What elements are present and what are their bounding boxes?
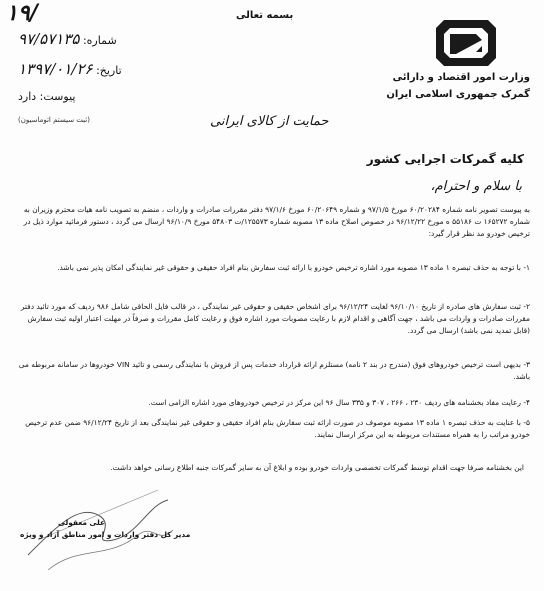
item-number: ۲- (523, 302, 530, 311)
addressee: کلیه گمرکات اجرایی کشور (366, 152, 524, 166)
item-text: با عنایت به حذف تبصره ۱ ماده ۱۳ مصوبه موصوف در صورت ارائه ثبت سفارش بنام افراد حقیقی و حقوقی غیر نمایندگی بعد از تاریخ ۹۶/۱۲/۲۴ ضمن عدم ترخیص خودرو مراتب را به همراه مستندات مربوطه به این مرکز ارسال نمایند. (25, 418, 530, 439)
item-text: رعایت مفاد بخشنامه های ردیف ۲۳۰ ، ۲۶۶ ، ۳۰۷ و ۳۳۵ سال ۹۶ این مرکز در ترخیص خودروهای مورد اشاره الزامی است. (148, 398, 521, 407)
item-text: ثبت سفارش های صادره از تاریخ ۹۶/۱۰/۱۰ لغایت ۹۶/۱۲/۲۴ برای اشخاص حقیقی و حقوقی غیر نمایندگی ، در قالب فایل الحاقی شامل ۹۸۶ ردیف که مورد تائید دفتر مقررات صادرات و واردات می باشد ، جهت آگاهی و اقدام لازم با رعایت مصوبات مورد اشاره فوق و رعایت کامل مقررات و صرفاً در مهلت اعتبار اولیه ثبت سفارش (قابل تمدید نمی باشد) ارسال می گردد. (20, 302, 530, 335)
attachment-label: پیوست: (39, 90, 76, 103)
bismillah: بسمه تعالی (236, 10, 294, 21)
item-number: ۵- (523, 418, 530, 427)
list-item (10, 397, 530, 409)
letter-date-row (18, 60, 122, 78)
customs-name: گمرک جمهوری اسلامی ایران (386, 89, 530, 100)
ministry-name: وزارت امور اقتصاد و دارائی (392, 72, 530, 83)
stamp-note: (ثبت سیستم اتوماسیون) (18, 116, 90, 124)
letter-number-label: شماره: (82, 34, 117, 47)
letter-number-row (18, 30, 117, 48)
item-text: با توجه به حذف تبصره ۱ ماده ۱۳ مصوبه مورد اشاره ترخیص خودرو با ارائه ثبت سفارش بنام افراد حقیقی و حقوقی غیر نمایندگی امکان پذیر نمی باشد. (57, 263, 521, 272)
letter-number-value: ۹۷/۵۷۱۳۵ (18, 30, 80, 48)
signer-name: علی معقولی (58, 518, 106, 527)
greeting: با سلام و احترام، (430, 179, 522, 194)
letter-date-label: تاریخ: (96, 64, 122, 77)
list-item (10, 262, 530, 274)
item-number: ۱- (523, 263, 530, 272)
attachment-row (18, 90, 75, 103)
page-mark: ۱۹/ (6, 0, 38, 26)
customs-emblem-icon (436, 20, 496, 66)
item-number: ۴- (523, 398, 530, 407)
slogan: حمایت از کالای ایرانی (210, 114, 329, 129)
signer-title: مدیر کل دفتر واردات و امور مناطق آزاد و ویژه (20, 530, 191, 539)
list-item (10, 301, 530, 336)
closing-note: این بخشنامه صرفا جهت اقدام توسط گمرکات تخصصی واردات خودرو بوده و ابلاغ آن به سایر گمرکات جنبه اطلاع رسانی خواهد داشت. (110, 463, 524, 472)
list-item (10, 359, 530, 383)
list-item (10, 417, 530, 441)
letter-date-value: ۱۳۹۷/۰۱/۲۶ (18, 60, 93, 78)
item-text: بدیهی است ترخیص خودروهای فوق (مندرج در بند ۲ نامه) مستلزم ارائه قرارداد خدمات پس از فروش با نمایندگی رسمی و تائید VIN خودروها در سامانه مربوطه می باشد. (18, 360, 530, 381)
item-number: ۳- (523, 360, 530, 369)
attachment-value: دارد (18, 90, 37, 103)
intro-paragraph: به پیوست تصویر نامه شماره ۶۰/۲۰۲۸۴ مورخ ۹۷/۱/۵ و شماره ۶۰/۲۰۶۴۹ مورخ ۹۷/۱/۶ دفتر مقررات صادرات و واردات ، منضم به تصویب نامه هیات محترم وزیران به شماره ۱۶۵۲۷۲ ت ۵۵۱۸۶ ه مورخ ۹۶/۱۲/۲۲ در خصوص اصلاح ماده ۱۳ مصوبه شماره ۱۲۵۵۷۳/ت ۵۴۸۰۳ مورخ ۹۶/۱۰/۹ ارسال می گردد ، دستور فرمائید موارد ذیل در ترخیص خودرو مد نظر قرار گیرد: (23, 205, 530, 238)
